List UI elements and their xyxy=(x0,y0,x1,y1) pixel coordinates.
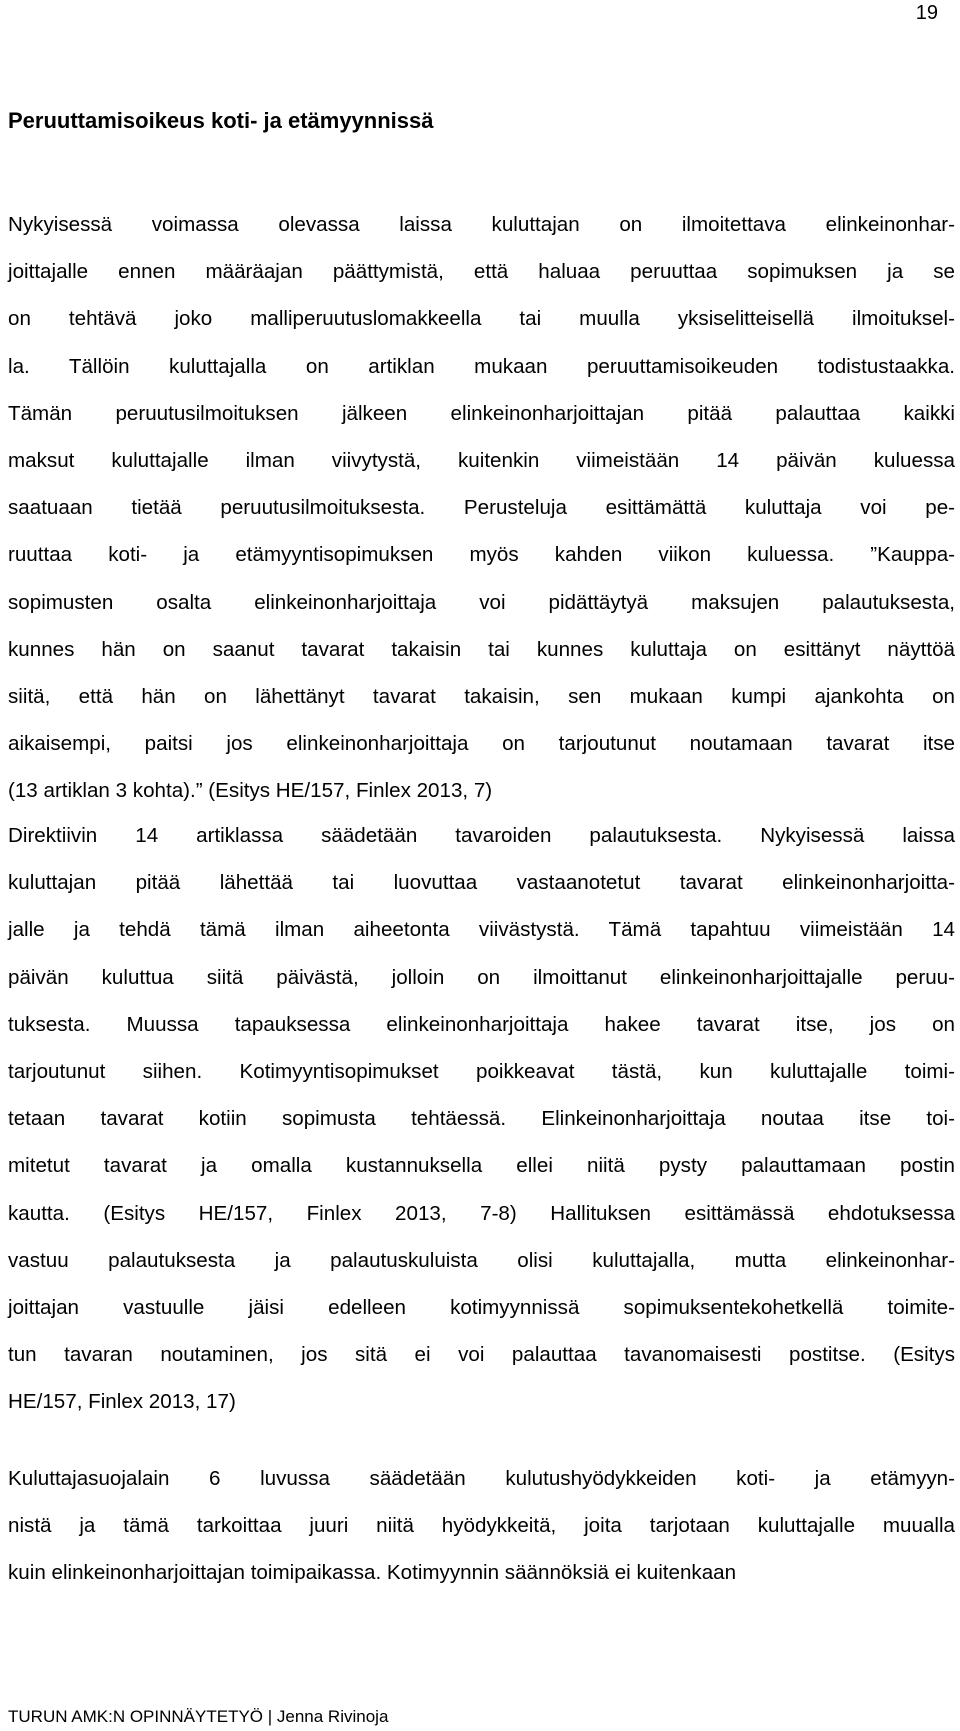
paragraph-withdrawal-right xyxy=(8,201,955,814)
text-line: päivän kuluttua siitä päivästä, jolloin on ilmoittanut elinkeinonharjoittajalle peruu- xyxy=(8,965,955,989)
text-line: kuluttajan pitää lähettää tai luovuttaa vastaanotetut tavarat elinkeinonharjoitta- xyxy=(8,871,955,895)
section-heading: Peruuttamisoikeus koti- ja etämyynnissä xyxy=(8,108,434,133)
text-line: mitetut tavarat ja omalla kustannuksella ellei niitä pysty palauttamaan postin xyxy=(8,1154,955,1178)
page-footer: TURUN AMK:N OPINNÄYTETYÖ | Jenna Rivinoja xyxy=(8,1707,389,1726)
text-line: aikaisempi, paitsi jos elinkeinonharjoittaja on tarjoutunut noutamaan tavarat itse xyxy=(8,732,955,756)
text-line: maksut kuluttajalle ilman viivytystä, kuitenkin viimeistään 14 päivän kuluessa xyxy=(8,448,955,472)
text-line: Nykyisessä voimassa olevassa laissa kuluttajan on ilmoitettava elinkeinonhar- xyxy=(8,213,955,236)
paragraph-consumer-protection-act xyxy=(8,1455,955,1597)
text-line: Kuluttajasuojalain 6 luvussa säädetään kulutushyödykkeiden koti- ja etämyyn- xyxy=(8,1467,955,1490)
text-line: kunnes hän on saanut tavarat takaisin tai kunnes kuluttaja on esittänyt näyttöä xyxy=(8,637,955,661)
text-line: Direktiivin 14 artiklassa säädetään tavaroiden palautuksesta. Nykyisessä laissa xyxy=(8,824,955,847)
text-line: (13 artiklan 3 kohta).” (Esitys HE/157, Finlex 2013, 7) xyxy=(8,779,493,803)
text-line: tuksesta. Muussa tapauksessa elinkeinonharjoittaja hakee tavarat itse, jos on xyxy=(8,1012,955,1036)
text-line: sopimusten osalta elinkeinonharjoittaja voi pidättäytyä maksujen palautuksesta, xyxy=(8,590,955,614)
text-line: tetaan tavarat kotiin sopimusta tehtäessä. Elinkeinonharjoittaja noutaa itse toi- xyxy=(8,1107,955,1131)
text-line: tun tavaran noutaminen, jos sitä ei voi palauttaa tavanomaisesti postitse. (Esitys xyxy=(8,1343,955,1367)
text-line: saatuaan tietää peruutusilmoituksesta. Perusteluja esittämättä kuluttaja voi pe- xyxy=(8,496,955,520)
paragraph-return-of-goods xyxy=(8,812,955,1425)
text-line: HE/157, Finlex 2013, 17) xyxy=(8,1390,236,1414)
text-line: siitä, että hän on lähettänyt tavarat takaisin, sen mukaan kumpi ajankohta on xyxy=(8,684,955,708)
text-line: kautta. (Esitys HE/157, Finlex 2013, 7-8) Hallituksen esittämässä ehdotuksessa xyxy=(8,1201,955,1225)
page-number: 19 xyxy=(915,2,938,24)
text-line: Tämän peruutusilmoituksen jälkeen elinkeinonharjoittajan pitää palauttaa kaikki xyxy=(8,401,955,425)
text-line: ruuttaa koti- ja etämyyntisopimuksen myös kahden viikon kuluessa. ”Kauppa- xyxy=(8,543,955,567)
text-line: kuin elinkeinonharjoittajan toimipaikassa. Kotimyynnin säännöksiä ei kuitenkaan xyxy=(8,1561,737,1585)
text-line: tarjoutunut siihen. Kotimyyntisopimukset poikkeavat tästä, kun kuluttajalle toimi- xyxy=(8,1059,955,1083)
text-line: vastuu palautuksesta ja palautuskuluista olisi kuluttajalla, mutta elinkeinonhar- xyxy=(8,1248,955,1272)
text-line: nistä ja tämä tarkoittaa juuri niitä hyödykkeitä, joita tarjotaan kuluttajalle muualla xyxy=(8,1514,955,1538)
text-line: jalle ja tehdä tämä ilman aiheetonta viivästystä. Tämä tapahtuu viimeistään 14 xyxy=(8,918,955,942)
text-line: la. Tällöin kuluttajalla on artiklan mukaan peruuttamisoikeuden todistustaakka. xyxy=(8,354,955,378)
text-line: on tehtävä joko malliperuutuslomakkeella tai muulla yksiselitteisellä ilmoituksel- xyxy=(8,307,955,331)
text-line: joittajan vastuulle jäisi edelleen kotimyynnissä sopimuksentekohetkellä toimite- xyxy=(8,1295,955,1319)
text-line: joittajalle ennen määräajan päättymistä, että haluaa peruuttaa sopimuksen ja se xyxy=(8,260,955,284)
